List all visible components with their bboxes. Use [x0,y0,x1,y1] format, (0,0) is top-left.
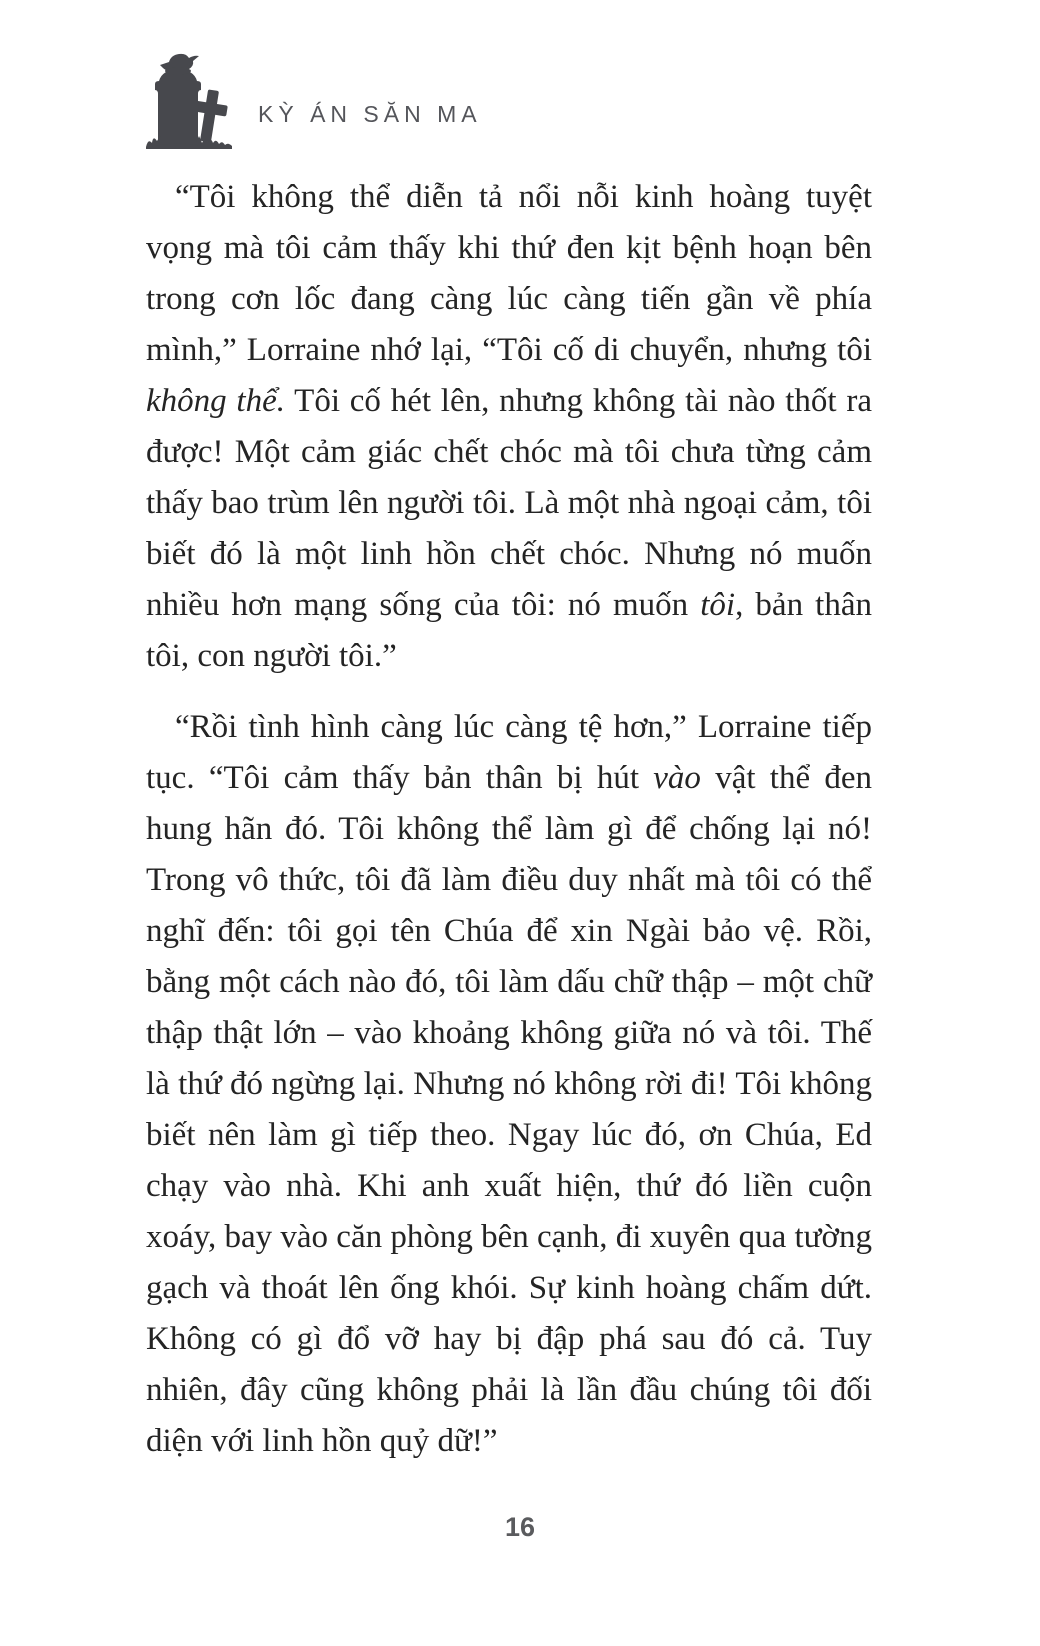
text-run: “Tôi không thể diễn tả nổi nỗi kinh hoàng tuyệt vọng mà tôi cảm thấy khi thứ đen kịt bệnh hoạn bên trong cơn lốc đang càng lúc càng tiến gần về phía mình,” Lorraine nhớ lại, “Tôi cố di chuyển, nhưng tôi [146,179,872,368]
running-header [138,50,482,152]
body-text [146,172,872,1487]
emphasized-text: không thể. [146,383,285,419]
text-run: vật thể đen hung hãn đó. Tôi không thể làm gì để chống lại nó! Trong vô thức, tôi đã làm điều duy nhất mà tôi có thể nghĩ đến: tôi gọi tên Chúa để xin Ngài bảo vệ. Rồi, bằng một cách nào đó, tôi làm dấu chữ thập – một chữ thập thật lớn – vào khoảng không giữa nó và tôi. Thế là thứ đó ngừng lại. Nhưng nó không rời đi! Tôi không biết nên làm gì tiếp theo. Ngay lúc đó, ơn Chúa, Ed chạy vào nhà. Khi anh xuất hiện, thứ đó liền cuộn xoáy, bay vào căn phòng bên cạnh, đi xuyên qua tường gạch và thoát lên ống khói. Sự kinh hoàng chấm dứt. Không có gì đổ vỡ hay bị đập phá sau đó cả. Tuy nhiên, đây cũng không phải là lần đầu chúng tôi đối diện với linh hồn quỷ dữ!” [146,760,873,1459]
page-number: 16 [504,1512,536,1542]
text-run: , bản thân tôi, con người tôi.” [146,587,872,674]
text-run: “Rồi tình hình càng lúc càng tệ hơn,” Lorraine tiếp tục. “Tôi cảm thấy bản thân bị hút [146,709,872,796]
text-run: Tôi cố hét lên, nhưng không tài nào thốt ra được! Một cảm giác chết chóc mà tôi chưa từng cảm thấy bao trùm lên người tôi. Là một nhà ngoại cảm, tôi biết đó là một linh hồn chết chóc. Nhưng nó muốn nhiều hơn mạng sống của tôi: nó muốn [146,383,873,623]
paragraph [146,172,872,682]
book-title: KỲ ÁN SĂN MA [258,101,482,127]
tombstone-crow-cross-icon [138,50,242,152]
emphasized-text: tôi [700,587,736,623]
emphasized-text: vào [653,760,701,796]
paragraph [146,702,872,1467]
